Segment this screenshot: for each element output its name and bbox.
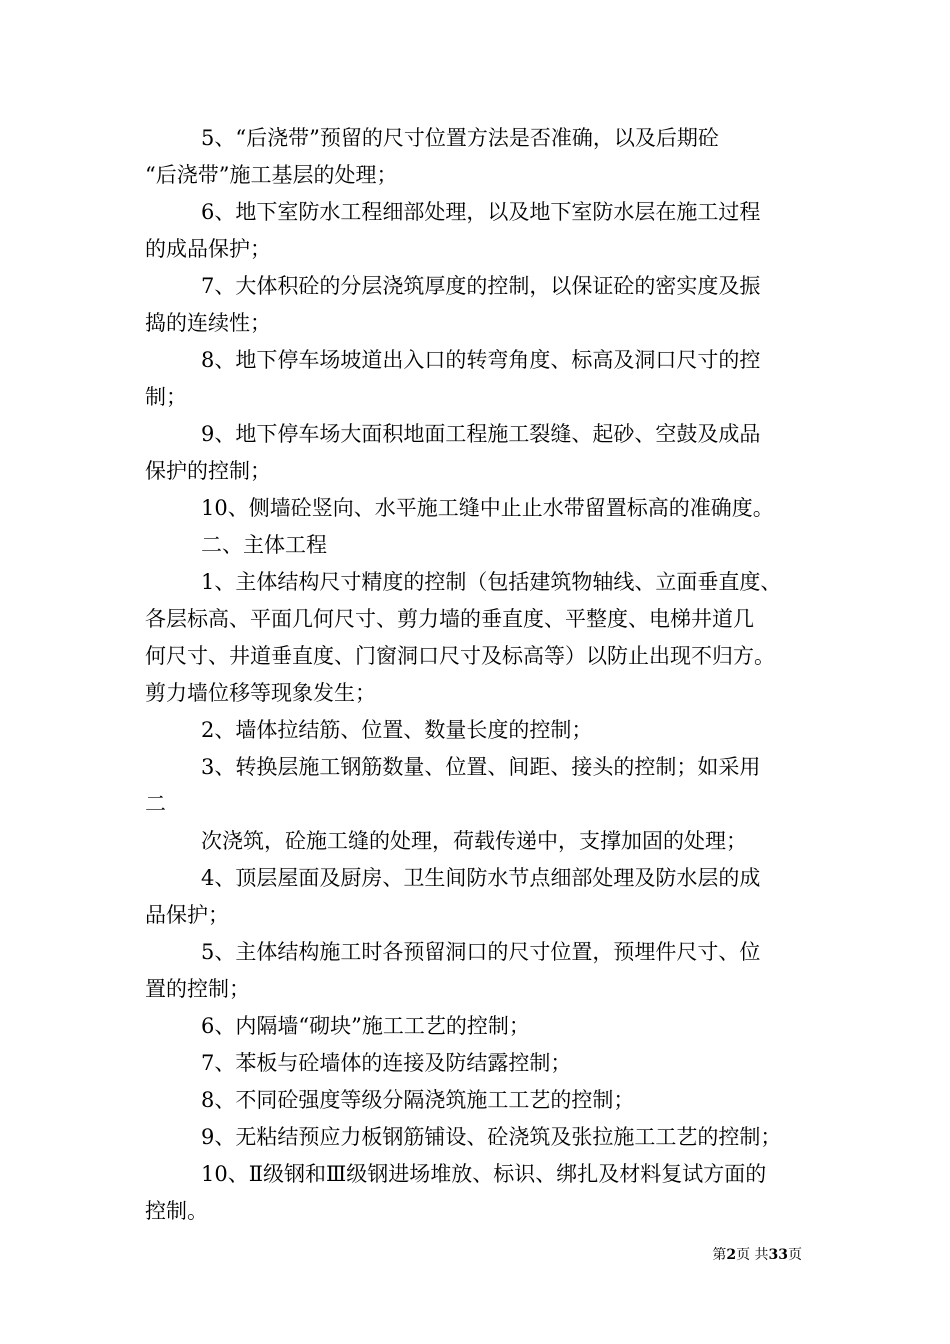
footer-middle: 页 共 [736,1247,769,1263]
text-line: 9、无粘结预应力板钢筋铺设、砼浇筑及张拉施工工艺的控制； [201,1125,782,1149]
text-line: 7、苯板与砼墙体的连接及防结露控制； [201,1051,572,1075]
page-footer [712,1245,802,1265]
text-line: 3、转换层施工钢筋数量、位置、间距、接头的控制；如采用 [201,755,761,779]
footer-suffix: 页 [788,1247,802,1263]
text-line: 保护的控制； [145,459,271,483]
document-body [145,120,810,1230]
text-line: 各层标高、平面几何尺寸、剪力墙的垂直度、平整度、电梯井道几 [145,607,754,631]
text-line: 二 [145,792,166,816]
text-line: 2、墙体拉结筋、位置、数量长度的控制； [201,718,593,742]
text-line: 品保护； [145,903,229,927]
text-line: 4、顶层屋面及厨房、卫生间防水节点细部处理及防水层的成 [201,866,761,890]
text-line: 5、“后浇带”预留的尺寸位置方法是否准确，以及后期砼 [201,126,719,150]
text-line: 捣的连续性； [145,311,271,335]
text-line: 10、侧墙砼竖向、水平施工缝中止止水带留置标高的准确度。 [201,496,774,520]
footer-current-page: 2 [726,1247,737,1263]
text-line: 5、主体结构施工时各预留洞口的尺寸位置，预埋件尺寸、位 [201,940,761,964]
text-line: 的成品保护； [145,237,271,261]
text-line: 次浇筑，砼施工缝的处理，荷载传递中，支撑加固的处理； [201,829,747,853]
text-line: 8、地下停车场坡道出入口的转弯角度、标高及洞口尺寸的控 [201,348,761,372]
text-line: 二、主体工程 [201,533,327,557]
footer-prefix: 第 [712,1247,727,1263]
text-line: 1、主体结构尺寸精度的控制（包括建筑物轴线、立面垂直度、 [201,570,782,594]
text-line: 剪力墙位移等现象发生； [145,681,376,705]
text-line: 10、Ⅱ级钢和Ⅲ级钢进场堆放、标识、绑扎及材料复试方面的 [201,1162,767,1186]
text-line: 6、内隔墙“砌块”施工工艺的控制； [201,1014,530,1038]
text-line: 8、不同砼强度等级分隔浇筑施工工艺的控制； [201,1088,635,1112]
text-line: 控制。 [145,1199,208,1223]
text-line: 6、地下室防水工程细部处理，以及地下室防水层在施工过程 [201,200,761,224]
text-line: 制； [145,385,187,409]
text-line: 9、地下停车场大面积地面工程施工裂缝、起砂、空鼓及成品 [201,422,761,446]
footer-total-pages: 33 [768,1247,788,1263]
text-line: 置的控制； [145,977,250,1001]
text-line: “后浇带”施工基层的处理； [145,163,398,187]
text-line: 何尺寸、井道垂直度、门窗洞口尺寸及标高等）以防止出现不归方。 [145,644,775,668]
text-line: 7、大体积砼的分层浇筑厚度的控制，以保证砼的密实度及振 [201,274,761,298]
